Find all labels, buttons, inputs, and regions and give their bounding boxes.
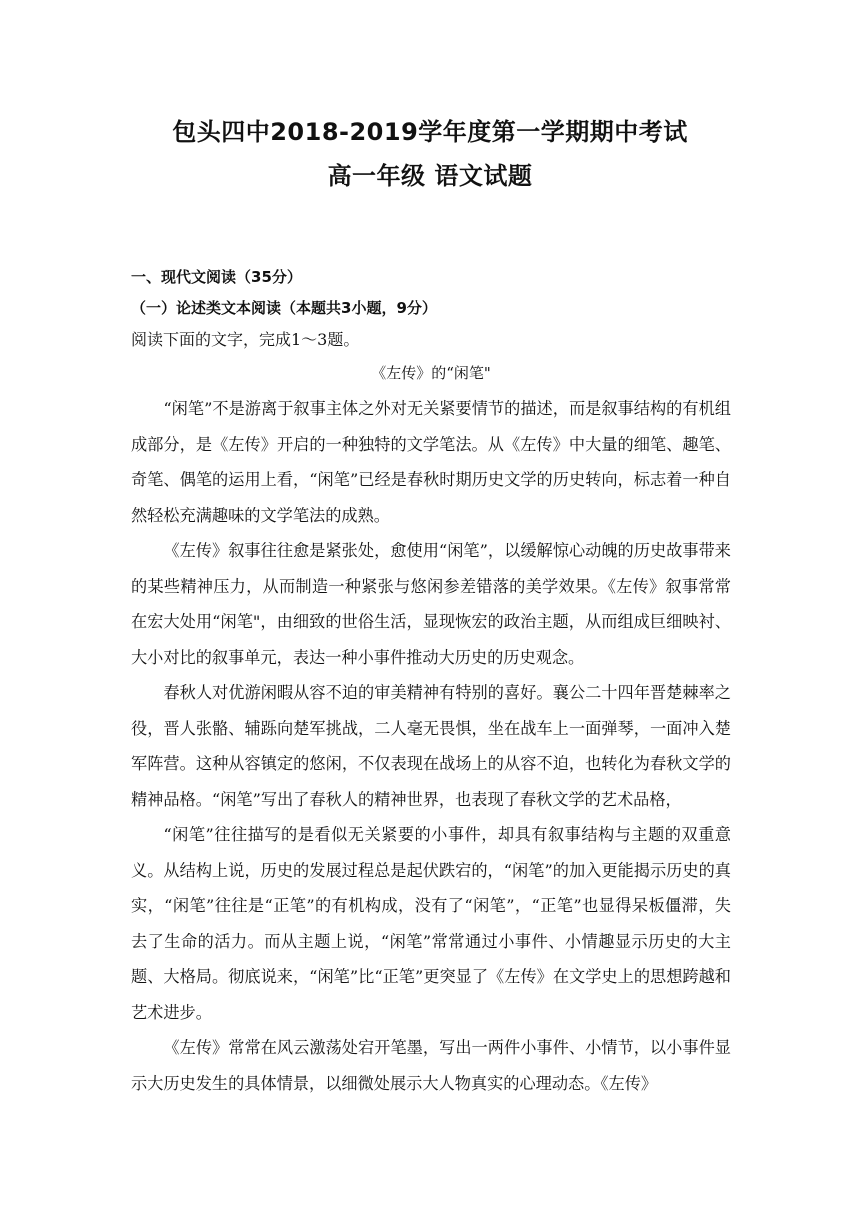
exam-subtitle: 高一年级 语文试题 [327, 162, 533, 190]
reading-instruction: 阅读下面的文字，完成1～3题。 [131, 330, 360, 349]
article-paragraph: 《左传》常常在风云激荡处宕开笔墨，写出一两件小事件、小情节，以小事件显示大历史发生的具体情景，以细微处展示大人物真实的心理动态。《左传》 [131, 1038, 731, 1093]
article-paragraph: “闲笔”往往描写的是看似无关紧要的小事件，却具有叙事结构与主题的双重意义。从结构上说，历史的发展过程总是起伏跌宕的，“闲笔”的加入更能揭示历史的真实，“闲笔”往往是“正笔”的有机构成，没有了“闲笔”，“正笔”也显得呆板僵滞，失去了生命的活力。而从主题上说，“闲笔”常常通过小事件、小情趣显示历史的大主题、大格局。彻底说来，“闲笔”比“正笔”更突显了《左传》在文学史上的思想跨越和艺术进步。 [131, 825, 731, 1022]
article-paragraph: 春秋人对优游闲暇从容不迫的审美精神有特别的喜好。襄公二十四年晋楚棘率之役，晋人张骼、辅跞向楚军挑战，二人毫无畏惧，坐在战车上一面弹琴，一面冲入楚军阵营。这种从容镇定的悠闲，不仅表现在战场上的从容不迫，也转化为春秋文学的精神品格。“闲笔”写出了春秋人的精神世界，也表现了春秋文学的艺术品格， [131, 683, 731, 809]
document-body [131, 262, 731, 1101]
exam-title: 包头四中2018-2019学年度第一学期期中考试 [172, 118, 688, 146]
section-subheading: （一）论述类文本阅读（本题共3小题，9分） [131, 299, 437, 317]
article-paragraph: 《左传》叙事往往愈是紧张处，愈使用“闲笔”，以缓解惊心动魄的历史故事带来的某些精神压力，从而制造一种紧张与悠闲参差错落的美学效果。《左传》叙事常常在宏大处用“闲笔"，由细致的世俗生活，显现恢宏的政治主题，从而组成巨细映衬、大小对比的叙事单元，表达一种小事件推动大历史的历史观念。 [131, 541, 731, 667]
article-title: 《左传》的“闲笔" [371, 364, 491, 382]
section-heading: 一、现代文阅读（35分） [131, 268, 302, 286]
article-paragraph: “闲笔”不是游离于叙事主体之外对无关紧要情节的描述，而是叙事结构的有机组成部分，是《左传》开启的一种独特的文学笔法。从《左传》中大量的细笔、趣笔、奇笔、偶笔的运用上看，“闲笔”已经是春秋时期历史文学的历史转向，标志着一种自然轻松充满趣味的文学笔法的成熟。 [131, 399, 731, 525]
